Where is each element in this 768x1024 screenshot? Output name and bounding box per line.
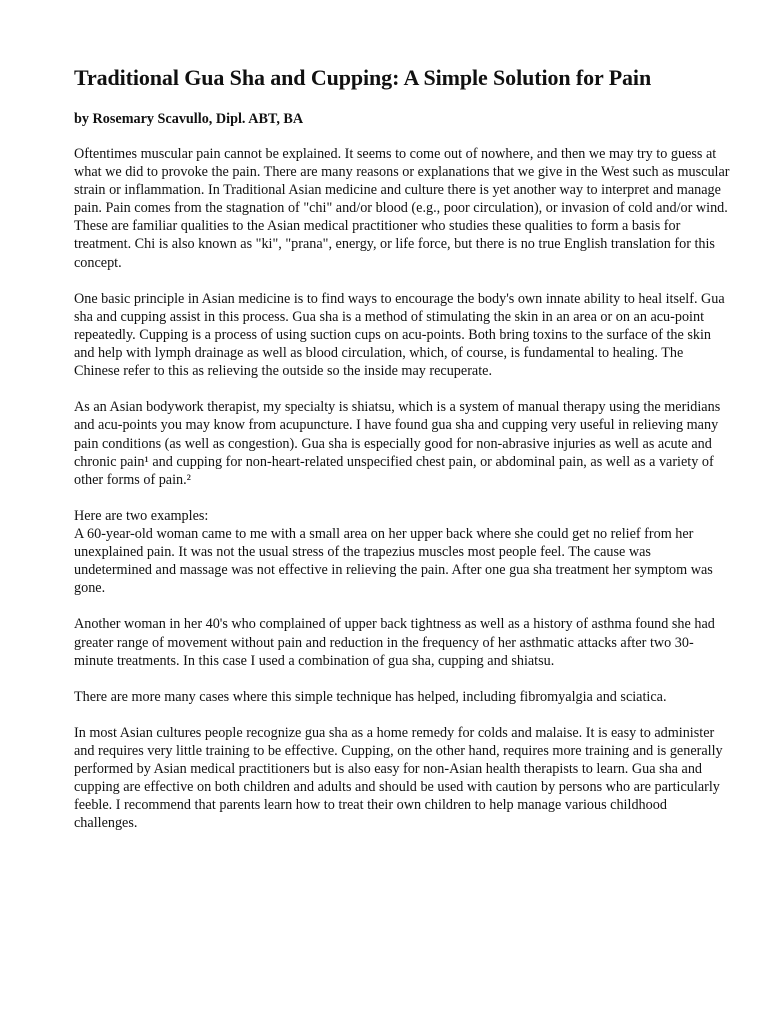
paragraph-home-remedy: In most Asian cultures people recognize gua sha as a home remedy for colds and malaise. It is easy to administer and requires very little training to be effective. Cupping, on the other hand, requires more training and is generally performed by Asian medical practitioners but is also easy for non-Asian health therapists to learn. Gua sha and cupping are effective on both children and adults and should be used with caution by persons who are particularly feeble. I recommend that parents learn how to treat their own children to help manage various childhood challenges. [74, 725, 723, 832]
paragraph-2: One basic principle in Asian medicine is to find ways to encourage the body's own innate ability to heal itself. Gua sha and cupping assist in this process. Gua sha is a method of stimulating the skin in an area or on an acu-point repeatedly. Cupping is a process of using suction cups on acu-points. Both bring toxins to the surface of the skin and help with lymph drainage as well as blood circulation, which, of course, is fundamental to healing. The Chinese refer to this as relieving the outside so the inside may recuperate. [74, 290, 725, 380]
page-title: Traditional Gua Sha and Cupping: A Simple Solution for Pain [74, 65, 652, 90]
document-page [74, 64, 730, 833]
paragraph-example-2: Another woman in her 40's who complained of upper back tightness as well as a history of asthma found she had greater range of movement without pain and reduction in the frequency of her asthmatic attacks after two 30-minute treatments. In this case I used a combination of gua sha, cupping and shiatsu. [74, 616, 715, 669]
byline: by Rosemary Scavullo, Dipl. ABT, BA [74, 111, 304, 127]
paragraph-1: Oftentimes muscular pain cannot be explained. It seems to come out of nowhere, and then we may try to guess at what we did to provoke the pain. There are many reasons or explanations that we give in the West such as muscular strain or inflammation. In Traditional Asian medicine and culture there is yet another way to interpret and manage pain. Pain comes from the stagnation of "chi" and/or blood (e.g., poor circulation), or invasion of cold and/or wind. These are familiar qualities to the Asian medical practitioner who studies these qualities to form a basis for treatment. Chi is also known as "ki", "prana", energy, or life force, but there is no true English translation for this concept. [74, 146, 730, 271]
paragraph-3: As an Asian bodywork therapist, my specialty is shiatsu, which is a system of manual therapy using the meridians and acu-points you may know from acupuncture. I have found gua sha and cupping very useful in relieving many pain conditions (as well as congestion). Gua sha is especially good for non-abrasive injuries as well as acute and chronic pain¹ and cupping for non-heart-related unspecified chest pain, or abdominal pain, as well as a variety of other forms of pain.² [74, 399, 721, 488]
paragraph-more-cases: There are more many cases where this simple technique has helped, including fibromyalgia and sciatica. [74, 688, 667, 705]
paragraph-example-1: A 60-year-old woman came to me with a small area on her upper back where she could get no relief from her unexplained pain. It was not the usual stress of the trapezius muscles most people feel. The cause was undetermined and massage was not effective in relieving the pain. After one gua sha treatment her symptom was gone. [74, 525, 713, 597]
examples-intro: Here are two examples: [74, 507, 209, 524]
